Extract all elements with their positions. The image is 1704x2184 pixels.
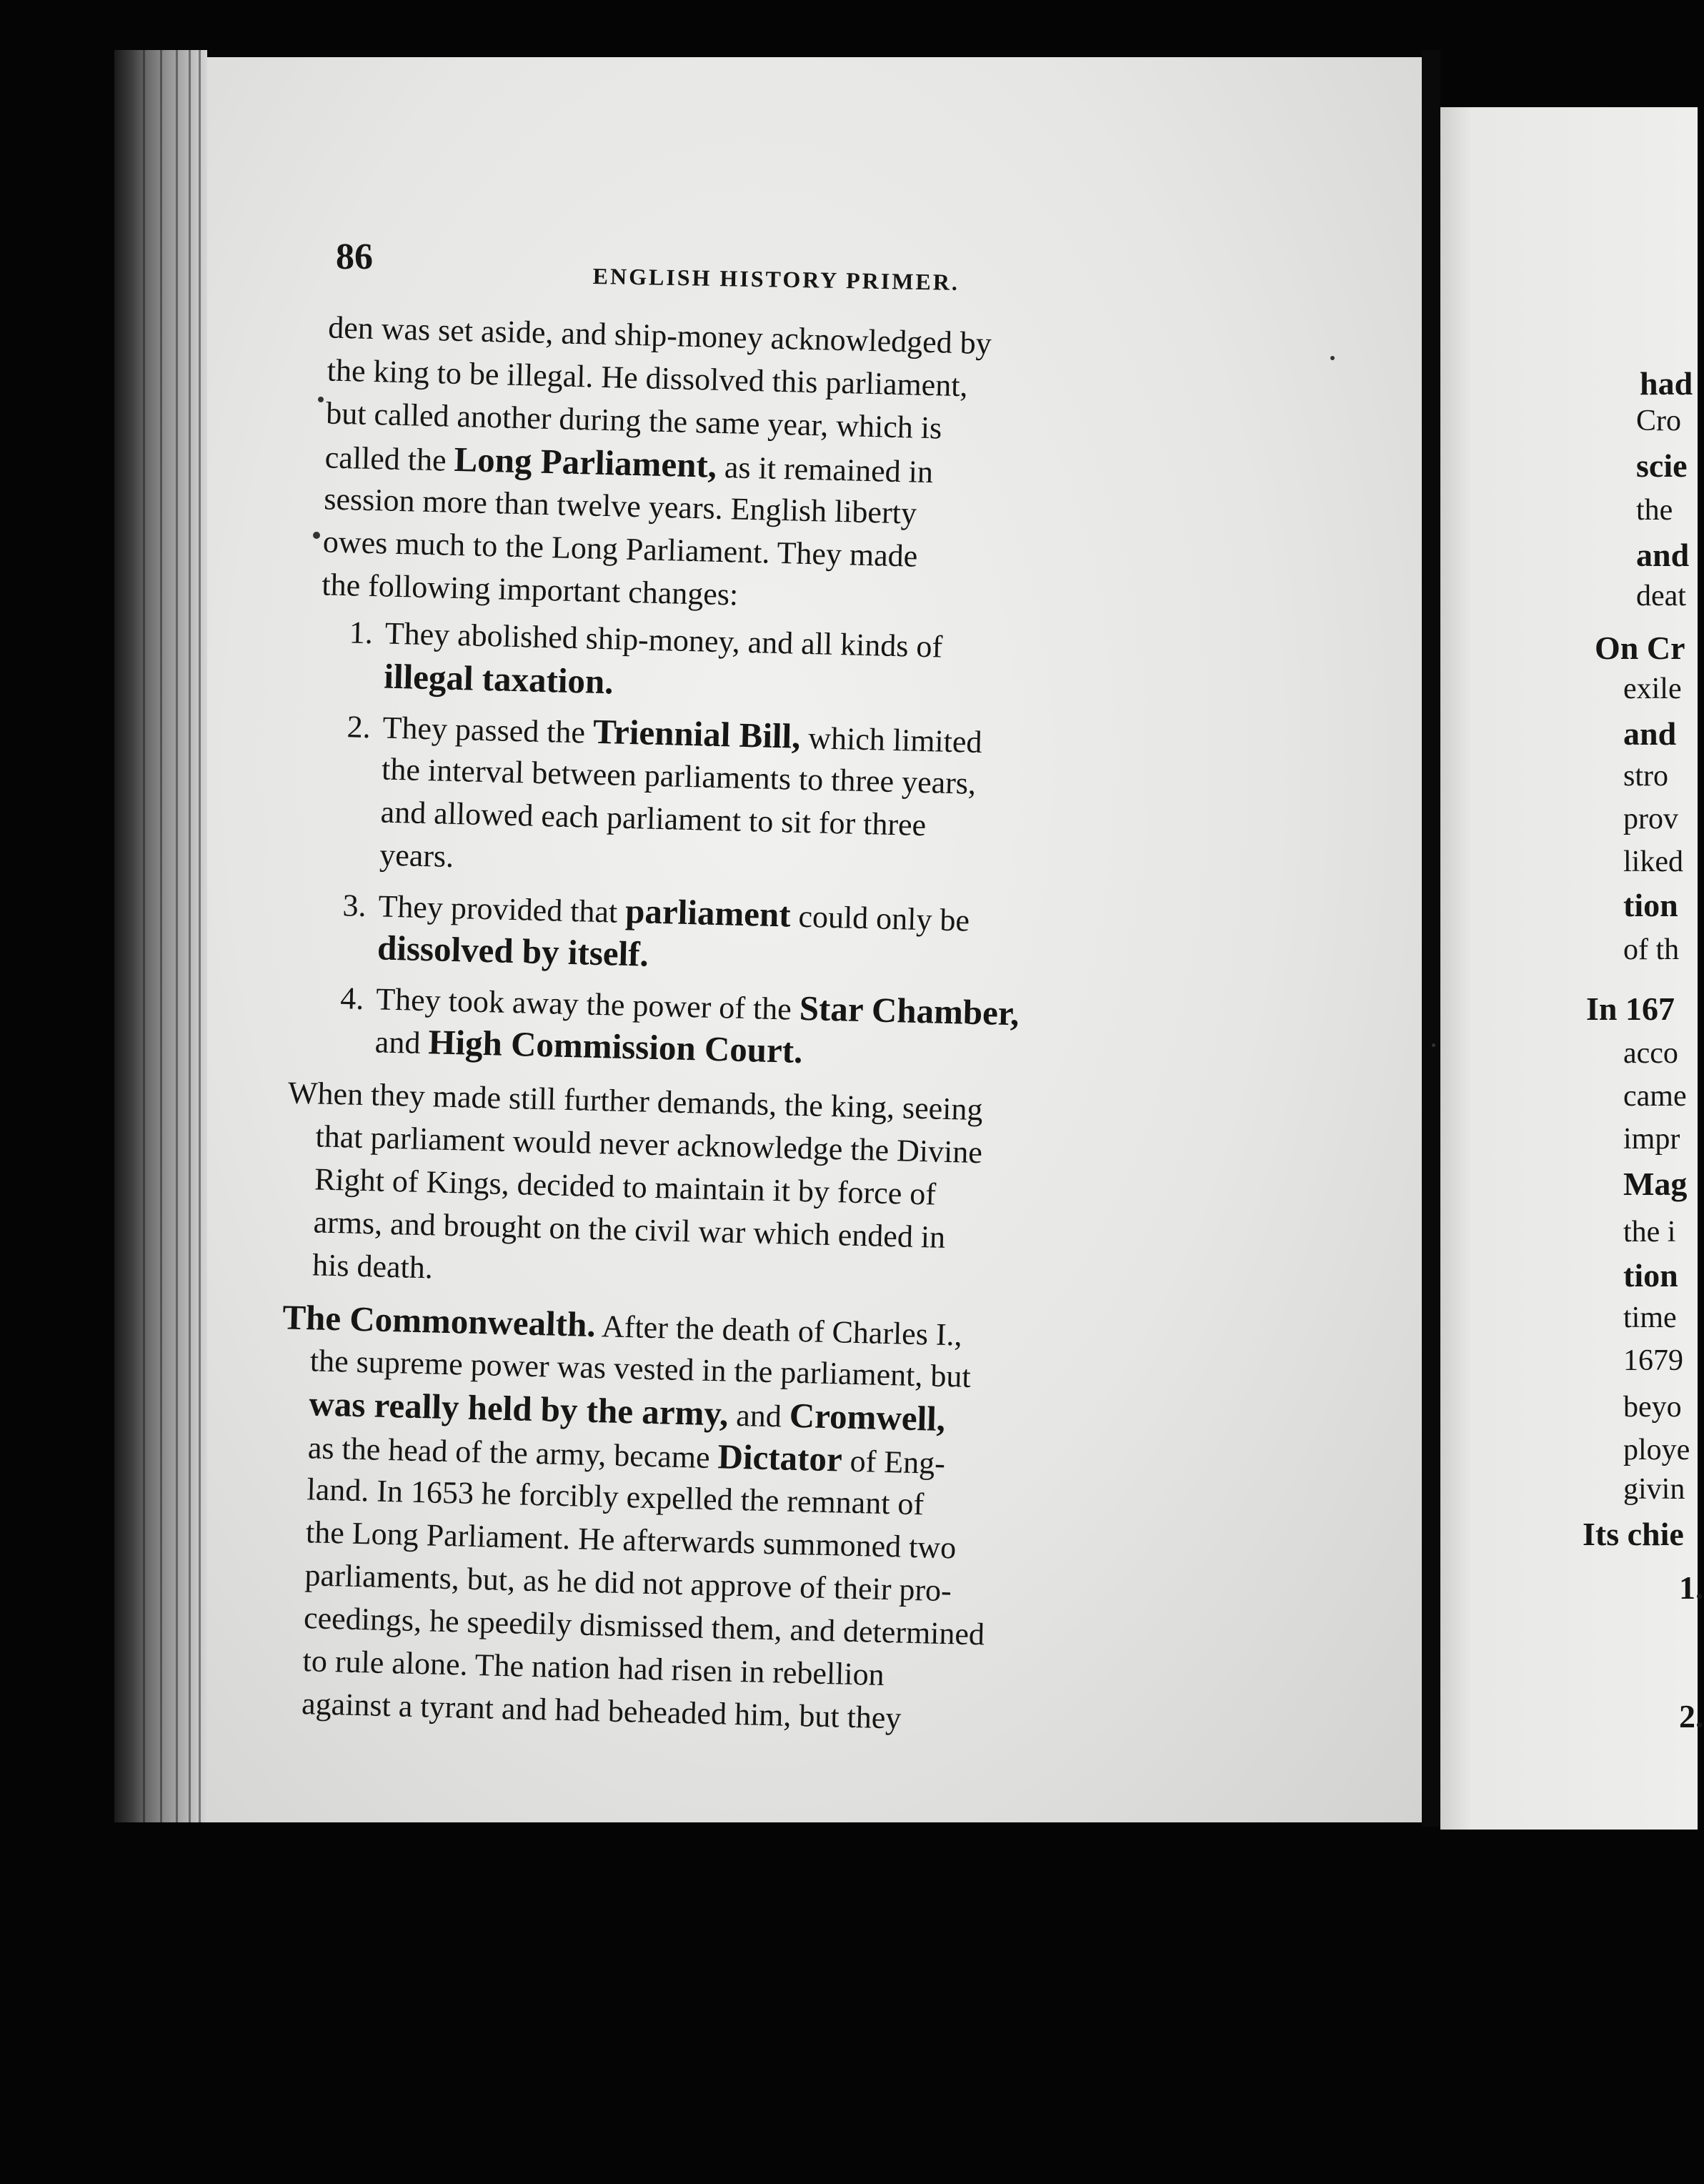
- right-page-fragment: Its chie: [1583, 1516, 1684, 1552]
- right-page-fragment: On Cr: [1595, 630, 1685, 666]
- right-page-fragment: givin: [1623, 1473, 1685, 1506]
- text-run: could only be: [789, 898, 970, 938]
- text-run: the king to be illegal. He dissolved this parliament,: [327, 352, 969, 404]
- right-page-fragment: impr: [1623, 1123, 1680, 1156]
- right-page-fragment: 1.: [1679, 1569, 1704, 1606]
- right-page-fragment: Cro: [1636, 404, 1681, 437]
- bold-term: parliament: [624, 890, 792, 935]
- right-page-fragment: and: [1636, 537, 1690, 573]
- list-number: 1.: [349, 615, 374, 651]
- bold-term: Dictator: [717, 1436, 843, 1479]
- bold-term: Star Chamber,: [799, 988, 1020, 1033]
- text-run: against a tyrant and had beheaded him, but they: [301, 1686, 902, 1736]
- right-page-fragment: tion: [1623, 887, 1678, 923]
- text-run: ceedings, he speedily dismissed them, and determined: [303, 1600, 985, 1652]
- text-run: the supreme power was vested in the parliament, but: [309, 1343, 972, 1394]
- bold-term: dissolved by itself.: [377, 928, 649, 974]
- text-run: session more than twelve years. English liberty: [323, 481, 917, 531]
- right-page-fragment: 1679: [1623, 1344, 1683, 1377]
- text-run: parliaments, but, as he did not approve of their pro-: [304, 1557, 952, 1609]
- text-run: the following important changes:: [321, 567, 739, 612]
- text-line: When they made still further demands, the king, seeing: [287, 1075, 984, 1128]
- bold-term: Cromwell,: [789, 1395, 946, 1439]
- text-run: years.: [379, 837, 454, 874]
- text-run: They passed the: [382, 710, 594, 750]
- list-number: 4.: [339, 981, 364, 1016]
- list-number: 2.: [347, 709, 372, 745]
- text-run: and allowed each parliament to sit for three: [380, 794, 927, 843]
- text-run: den was set aside, and ship-money acknowledged by: [327, 309, 992, 362]
- text-line: arms, and brought on the civil war which ended in: [313, 1204, 946, 1255]
- right-page-fragment: acco: [1623, 1037, 1678, 1070]
- text-run: They took away the power of the: [375, 981, 800, 1027]
- list-number: 3.: [342, 888, 367, 924]
- text-run: which limited: [799, 720, 983, 760]
- text-run: the Long Parliament. He afterwards summoned two: [305, 1514, 957, 1566]
- right-page-fragment: 2.: [1679, 1698, 1704, 1734]
- text-line: [379, 835, 454, 877]
- text-run: and: [374, 1024, 429, 1061]
- right-page-fragment: In 167: [1586, 991, 1675, 1027]
- text-run: the interval between parliaments to three years,: [381, 751, 977, 801]
- bold-term: The Commonwealth.: [281, 1297, 597, 1345]
- text-run: land. In 1653 he forcibly expelled the remnant of: [306, 1471, 925, 1522]
- page-number: 86: [336, 237, 373, 277]
- bold-term: illegal taxation.: [383, 656, 614, 702]
- right-page-fragment: prov: [1623, 803, 1678, 835]
- right-page-fragment: stro: [1623, 760, 1668, 793]
- right-page-fragment: beyo: [1623, 1391, 1682, 1424]
- right-page-fragment: liked: [1623, 845, 1683, 878]
- text-line: his death.: [312, 1247, 434, 1286]
- text-run: to rule alone. The nation had risen in rebellion: [302, 1643, 885, 1693]
- right-page-fragment: of th: [1623, 933, 1680, 966]
- bold-term: Long Parliament,: [453, 439, 717, 485]
- text-run: as it remained in: [716, 449, 934, 490]
- text-run: They provided that: [377, 888, 626, 930]
- right-page-fragment: the i: [1623, 1216, 1676, 1249]
- text-line: Right of Kings, decided to maintain it by force of: [314, 1161, 937, 1212]
- right-page-fragment: deat: [1636, 580, 1686, 612]
- text-run: They abolished ship-money, and all kinds of: [384, 615, 943, 665]
- right-page-fragment: tion: [1623, 1257, 1678, 1294]
- right-page-fragment: the: [1636, 494, 1673, 527]
- right-page-fragment: Mag: [1623, 1166, 1688, 1202]
- bold-term: Triennial Bill,: [592, 711, 802, 756]
- book-binding: [114, 50, 207, 1822]
- running-title: ENGLISH HISTORY PRIMER.: [592, 263, 960, 295]
- text-line: [384, 657, 614, 704]
- right-page-fragment: ploye: [1623, 1434, 1690, 1466]
- right-page-fragment: and: [1623, 715, 1677, 752]
- text-run: but called another during the same year, which is: [325, 395, 942, 446]
- text-line: [377, 928, 649, 976]
- right-page-fragment: had: [1640, 365, 1693, 402]
- text-run: of Eng-: [842, 1443, 946, 1481]
- right-page-fragment: came: [1623, 1080, 1687, 1113]
- right-page-fragment: scie: [1636, 447, 1688, 484]
- right-page-fragment: exile: [1623, 672, 1682, 705]
- bold-term: was really held by the army,: [308, 1384, 729, 1434]
- text-run: owes much to the Long Parliament. They made: [322, 524, 918, 574]
- text-run: and: [727, 1397, 790, 1434]
- text-run: as the head of the army, became: [307, 1430, 719, 1476]
- right-page-fragment: time: [1623, 1301, 1677, 1334]
- bold-term: High Commission Court.: [427, 1022, 804, 1071]
- text-line: that parliament would never acknowledge the Divine: [315, 1118, 983, 1171]
- page-gutter: [1422, 50, 1440, 1827]
- text-run: called the: [324, 440, 455, 478]
- text-run: After the death of Charles I.,: [594, 1309, 963, 1353]
